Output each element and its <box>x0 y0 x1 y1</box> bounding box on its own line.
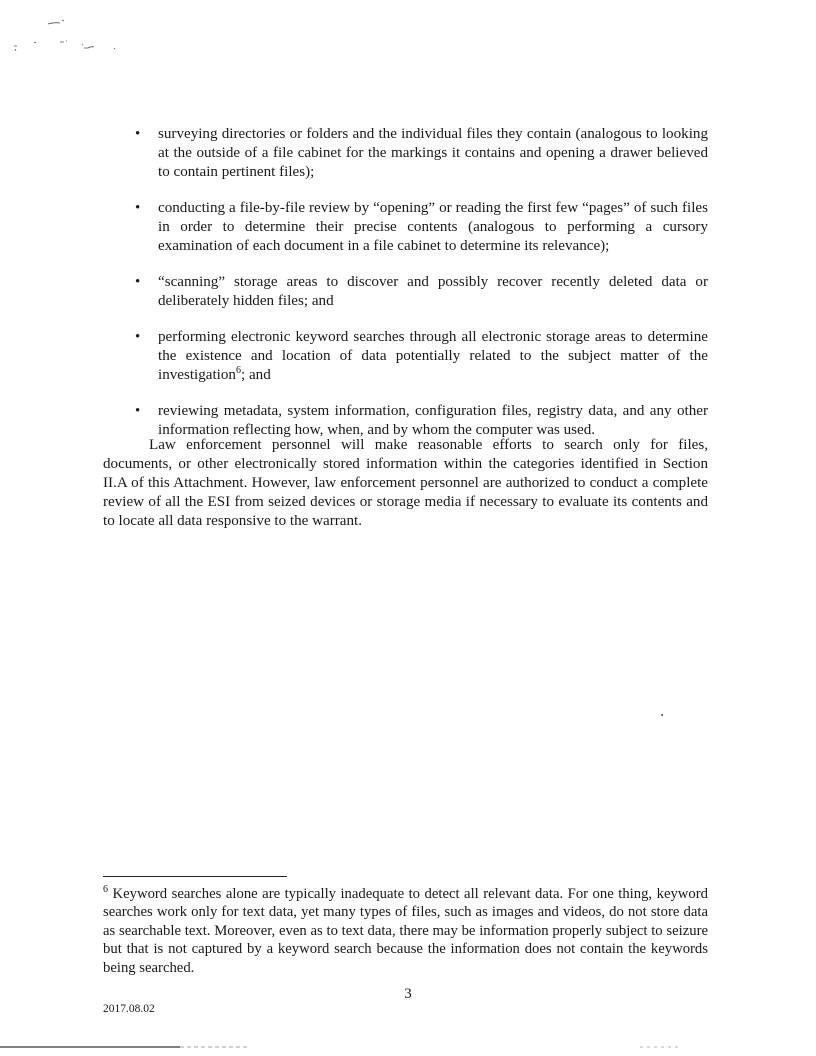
bullet-icon: • <box>135 200 141 216</box>
bullet-text: reviewing metadata, system information, configuration files, registry data, and any other information reflecting how, when, and by whom the computer was used. <box>158 403 708 438</box>
footnote-reference[interactable]: 6 <box>235 364 241 376</box>
bullet-text: surveying directories or folders and the individual files they contain (analogous to looking at the outside of a file cabinet for the markings it contains and opening a drawer believed to contain pertinent files); <box>158 126 708 180</box>
bullet-item <box>135 328 708 385</box>
footnote <box>103 885 708 977</box>
bullet-text: performing electronic keyword searches through all electronic storage areas to determine the existence and location of data potentially related to the subject matter of the investigation <box>158 329 708 383</box>
bullet-item <box>135 273 708 311</box>
bullet-list <box>135 125 708 457</box>
footnote-number: 6 <box>103 884 108 896</box>
bullet-icon: • <box>135 126 141 142</box>
bottom-edge-line <box>0 1046 816 1048</box>
bullet-text-tail: ; and <box>240 367 271 383</box>
body-paragraph: Law enforcement personnel will make reasonable efforts to search only for files, documents, or other electronically stored information within the categories identified in Section II.A of this Attachment. However, law enforcement personnel are authorized to conduct a complete review of all the ESI from seized devices or storage media if necessary to evaluate its contents and to locate all data responsive to the warrant. <box>103 437 708 529</box>
bullet-item <box>135 125 708 182</box>
document-date-code: 2017.08.02 <box>103 1003 155 1015</box>
bullet-icon: • <box>135 403 141 419</box>
scan-artifact-marks <box>4 18 134 58</box>
page-number: 3 <box>404 986 412 1002</box>
bullet-icon: • <box>135 329 141 345</box>
bullet-text: “scanning” storage areas to discover and possibly recover recently deleted data or deliberately hidden files; and <box>158 274 708 309</box>
bullet-item <box>135 199 708 256</box>
bullet-item <box>135 402 708 440</box>
footnote-text: Keyword searches alone are typically inadequate to detect all relevant data. For one thing, keyword searches work only for text data, yet many types of files, such as images and videos, do not store data as searchable text. Moreover, even as to text data, there may be information properly subject to seizure but that is not captured by a keyword search because the information does not contain the keywords being searched. <box>103 886 708 976</box>
scan-speck <box>661 714 663 716</box>
footnote-separator <box>103 876 287 877</box>
bullet-icon: • <box>135 274 141 290</box>
bullet-text: conducting a file-by-file review by “opening” or reading the first few “pages” of such files in order to determine their precise contents (analogous to performing a cursory examination of each document in a file cabinet to determine its relevance); <box>158 200 708 254</box>
